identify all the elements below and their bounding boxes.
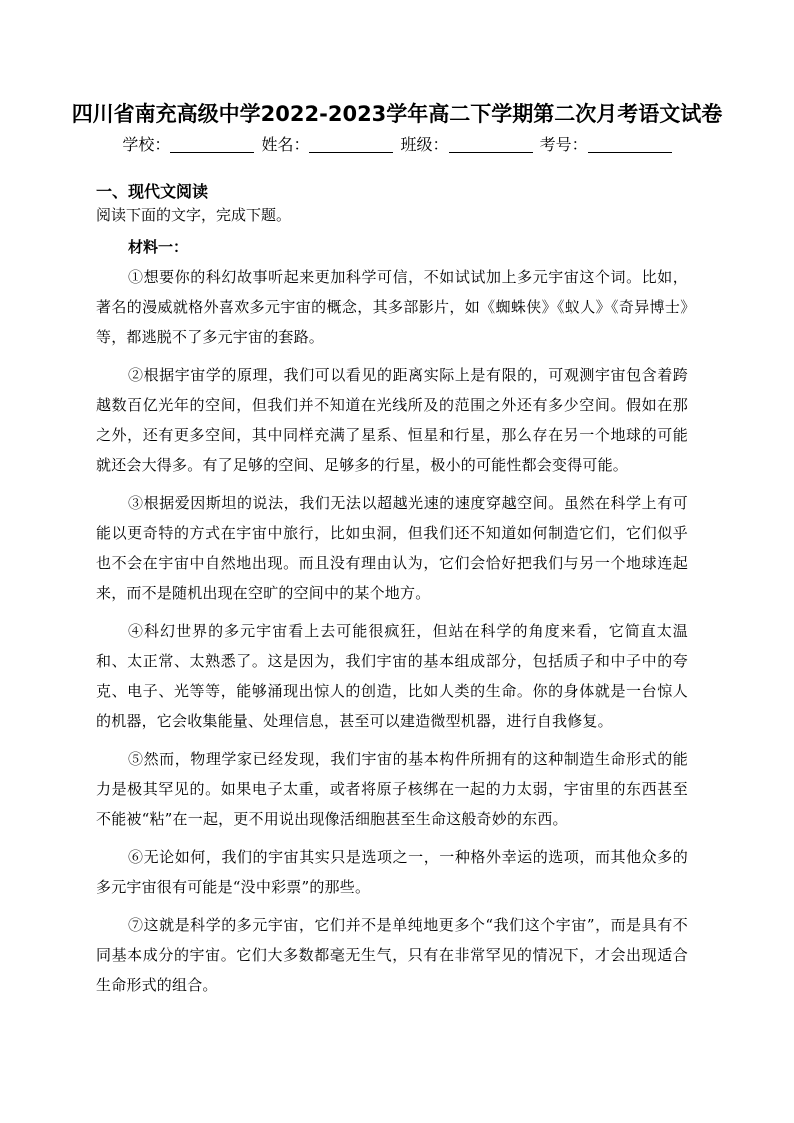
school-blank[interactable] [170,136,254,153]
name-label: 姓名： [261,135,310,154]
class-label: 班级： [400,135,449,154]
paragraph-4: ④科幻世界的多元宇宙看上去可能很疯狂，但站在科学的角度来看，它简直太温和、太正常、太熟悉了。这是因为，我们宇宙的基本组成部分，包括质子和中子中的夸克、电子、光等等，能够涌现出惊人的创造，比如人类的生命。你的身体就是一台惊人的机器，它会收集能量、处理信息，甚至可以建造微型机器，进行自我修复。 [96,622,688,730]
exam-number-blank[interactable] [588,136,672,153]
name-field [261,134,393,156]
paragraph-3: ③根据爱因斯坦的说法，我们无法以超越光速的速度穿越空间。虽然在科学上有可能以更奇特的方式在宇宙中旅行，比如虫洞，但我们还不知道如何制造它们，它们似乎也不会在宇宙中自然地出现。而且没有理由认为，它们会恰好把我们与另一个地球连起来，而不是随机出现在空旷的空间中的某个地方。 [96,494,688,602]
reading-passage [96,262,688,1008]
exam-number-field [540,134,672,156]
exam-number-label: 考号： [539,135,588,154]
student-info-line [0,134,794,156]
school-label: 学校： [122,135,171,154]
class-blank[interactable] [449,136,533,153]
paragraph-1: ①想要你的科幻故事听起来更加科学可信，不如试试加上多元宇宙这个词。比如，著名的漫威就格外喜欢多元宇宙的概念，其多部影片，如《蜘蛛侠》《蚁人》《奇异博士》等，都逃脱不了多元宇宙的套路。 [96,268,688,346]
exam-title: 四川省南充高级中学2022-2023学年高二下学期第二次月考语文试卷 [71,102,723,126]
section-heading: 一、现代文阅读 [96,182,209,201]
name-blank[interactable] [309,136,393,153]
material-label: 材料一： [128,238,189,256]
paragraph-6: ⑥无论如何，我们的宇宙其实只是选项之一，一种格外幸运的选项，而其他众多的多元宇宙很有可能是“没中彩票”的那些。 [96,848,688,896]
paragraph-2: ②根据宇宙学的原理，我们可以看见的距离实际上是有限的，可观测宇宙包含着跨越数百亿光年的空间，但我们并不知道在光线所及的范围之外还有多少空间。假如在那之外，还有更多空间，其中同样充满了星系、恒星和行星，那么存在另一个地球的可能就还会大得多。有了足够的空间、足够多的行星，极小的可能性都会变得可能。 [96,366,688,474]
paragraph-7: ⑦这就是科学的多元宇宙，它们并不是单纯地更多个“我们这个宇宙”，而是具有不同基本成分的宇宙。它们大多数都毫无生气，只有在非常罕见的情况下，才会出现适合生命形式的组合。 [96,916,688,994]
reading-instruction: 阅读下面的文字，完成下题。 [96,206,292,224]
class-field [401,134,533,156]
paragraph-5: ⑤然而，物理学家已经发现，我们宇宙的基本构件所拥有的这种制造生命形式的能力是极其罕见的。如果电子太重，或者将原子核绑在一起的力太弱，宇宙里的东西甚至不能被“粘”在一起，更不用说出现像活细胞甚至生命这般奇妙的东西。 [96,750,688,828]
school-field [122,134,254,156]
